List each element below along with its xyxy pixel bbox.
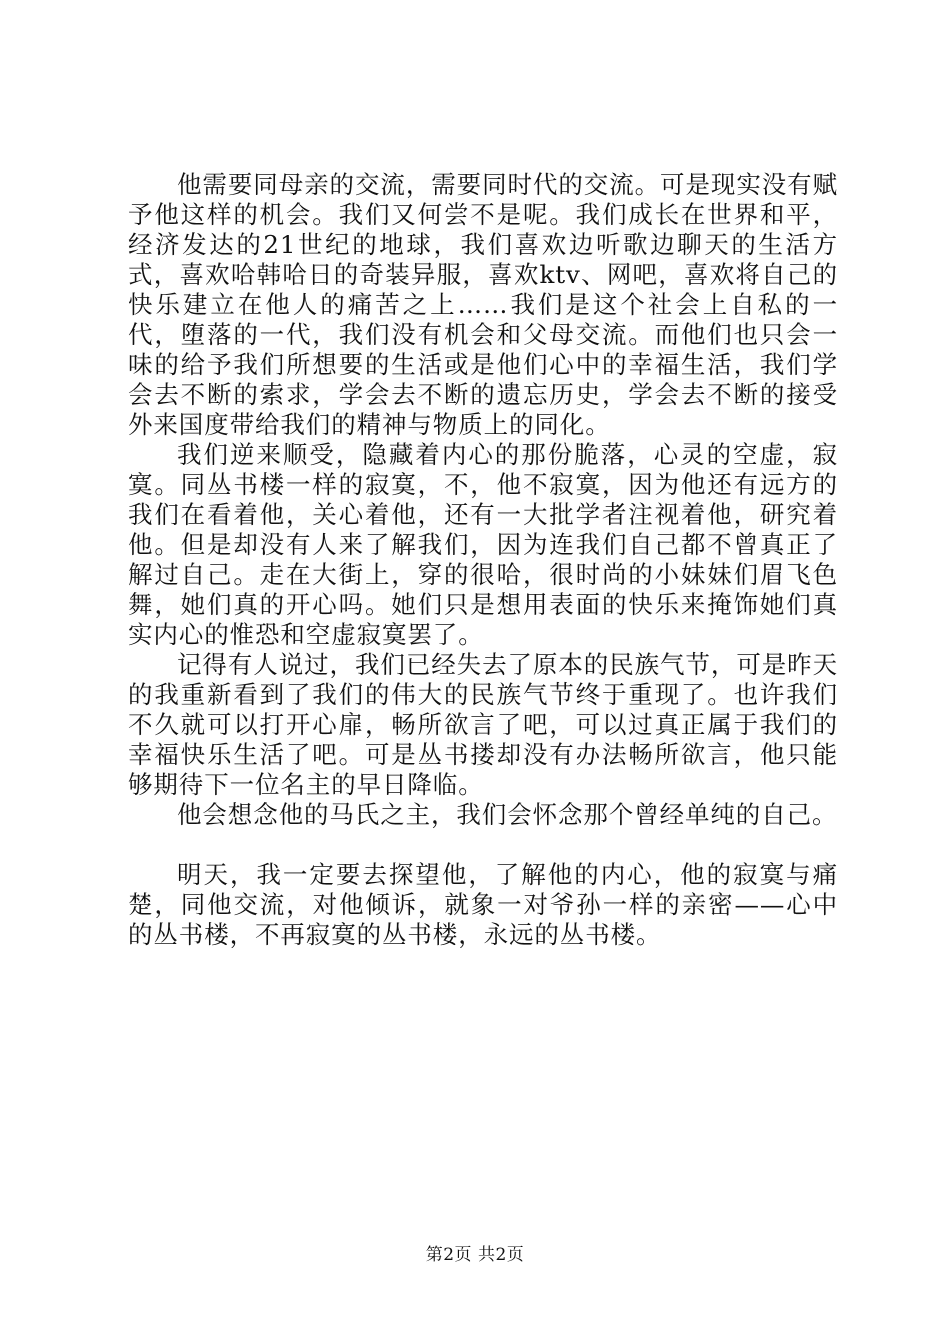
paragraph-4: 他会想念他的马氏之主，我们会怀念那个曾经单纯的自己。 xyxy=(177,800,838,829)
paragraph-spacer xyxy=(128,830,838,860)
paragraph-2: 我们逆来顺受，隐藏着内心的那份脆落，心灵的空虚，寂寞。同丛书楼一样的寂寞，不，他不寂寞，因为他还有远方的我们在看着他，关心着他，还有一大批学者注视着他，研究着他。但是却没有人来了解我们，因为连我们自己都不曾真正了解过自己。走在大街上，穿的很哈，很时尚的小妹妹们眉飞色舞，她们真的开心吗。她们只是想用表面的快乐来掩饰她们真实内心的惟恐和空虚寂寞罢了。 xyxy=(128,440,838,649)
paragraph-1: 他需要同母亲的交流，需要同时代的交流。可是现实没有赋予他这样的机会。我们又何尝不是呢。我们成长在世界和平，经济发达的21世纪的地球，我们喜欢边听歌边聊天的生活方式，喜欢哈韩哈日的奇装异服，喜欢ktv、网吧，喜欢将自己的快乐建立在他人的痛苦之上……我们是这个社会上自私的一代，堕落的一代，我们没有机会和父母交流。而他们也只会一味的给予我们所想要的生活或是他们心中的幸福生活，我们学会去不断的索求，学会去不断的遗忘历史，学会去不断的接受外来国度带给我们的精神与物质上的同化。 xyxy=(128,170,838,439)
paragraph-5: 明天，我一定要去探望他，了解他的内心，他的寂寞与痛楚，同他交流，对他倾诉，就象一对爷孙一样的亲密——心中的丛书楼，不再寂寞的丛书楼，永远的丛书楼。 xyxy=(128,860,838,949)
document-body xyxy=(128,170,838,950)
paragraph-3: 记得有人说过，我们已经失去了原本的民族气节，可是昨天的我重新看到了我们的伟大的民族气节终于重现了。也许我们不久就可以打开心扉，畅所欲言了吧，可以过真正属于我们的幸福快乐生活了吧。可是丛书搂却没有办法畅所欲言，他只能够期待下一位名主的早日降临。 xyxy=(128,650,838,799)
page-number-footer: 第2页 共2页 xyxy=(425,1245,525,1265)
